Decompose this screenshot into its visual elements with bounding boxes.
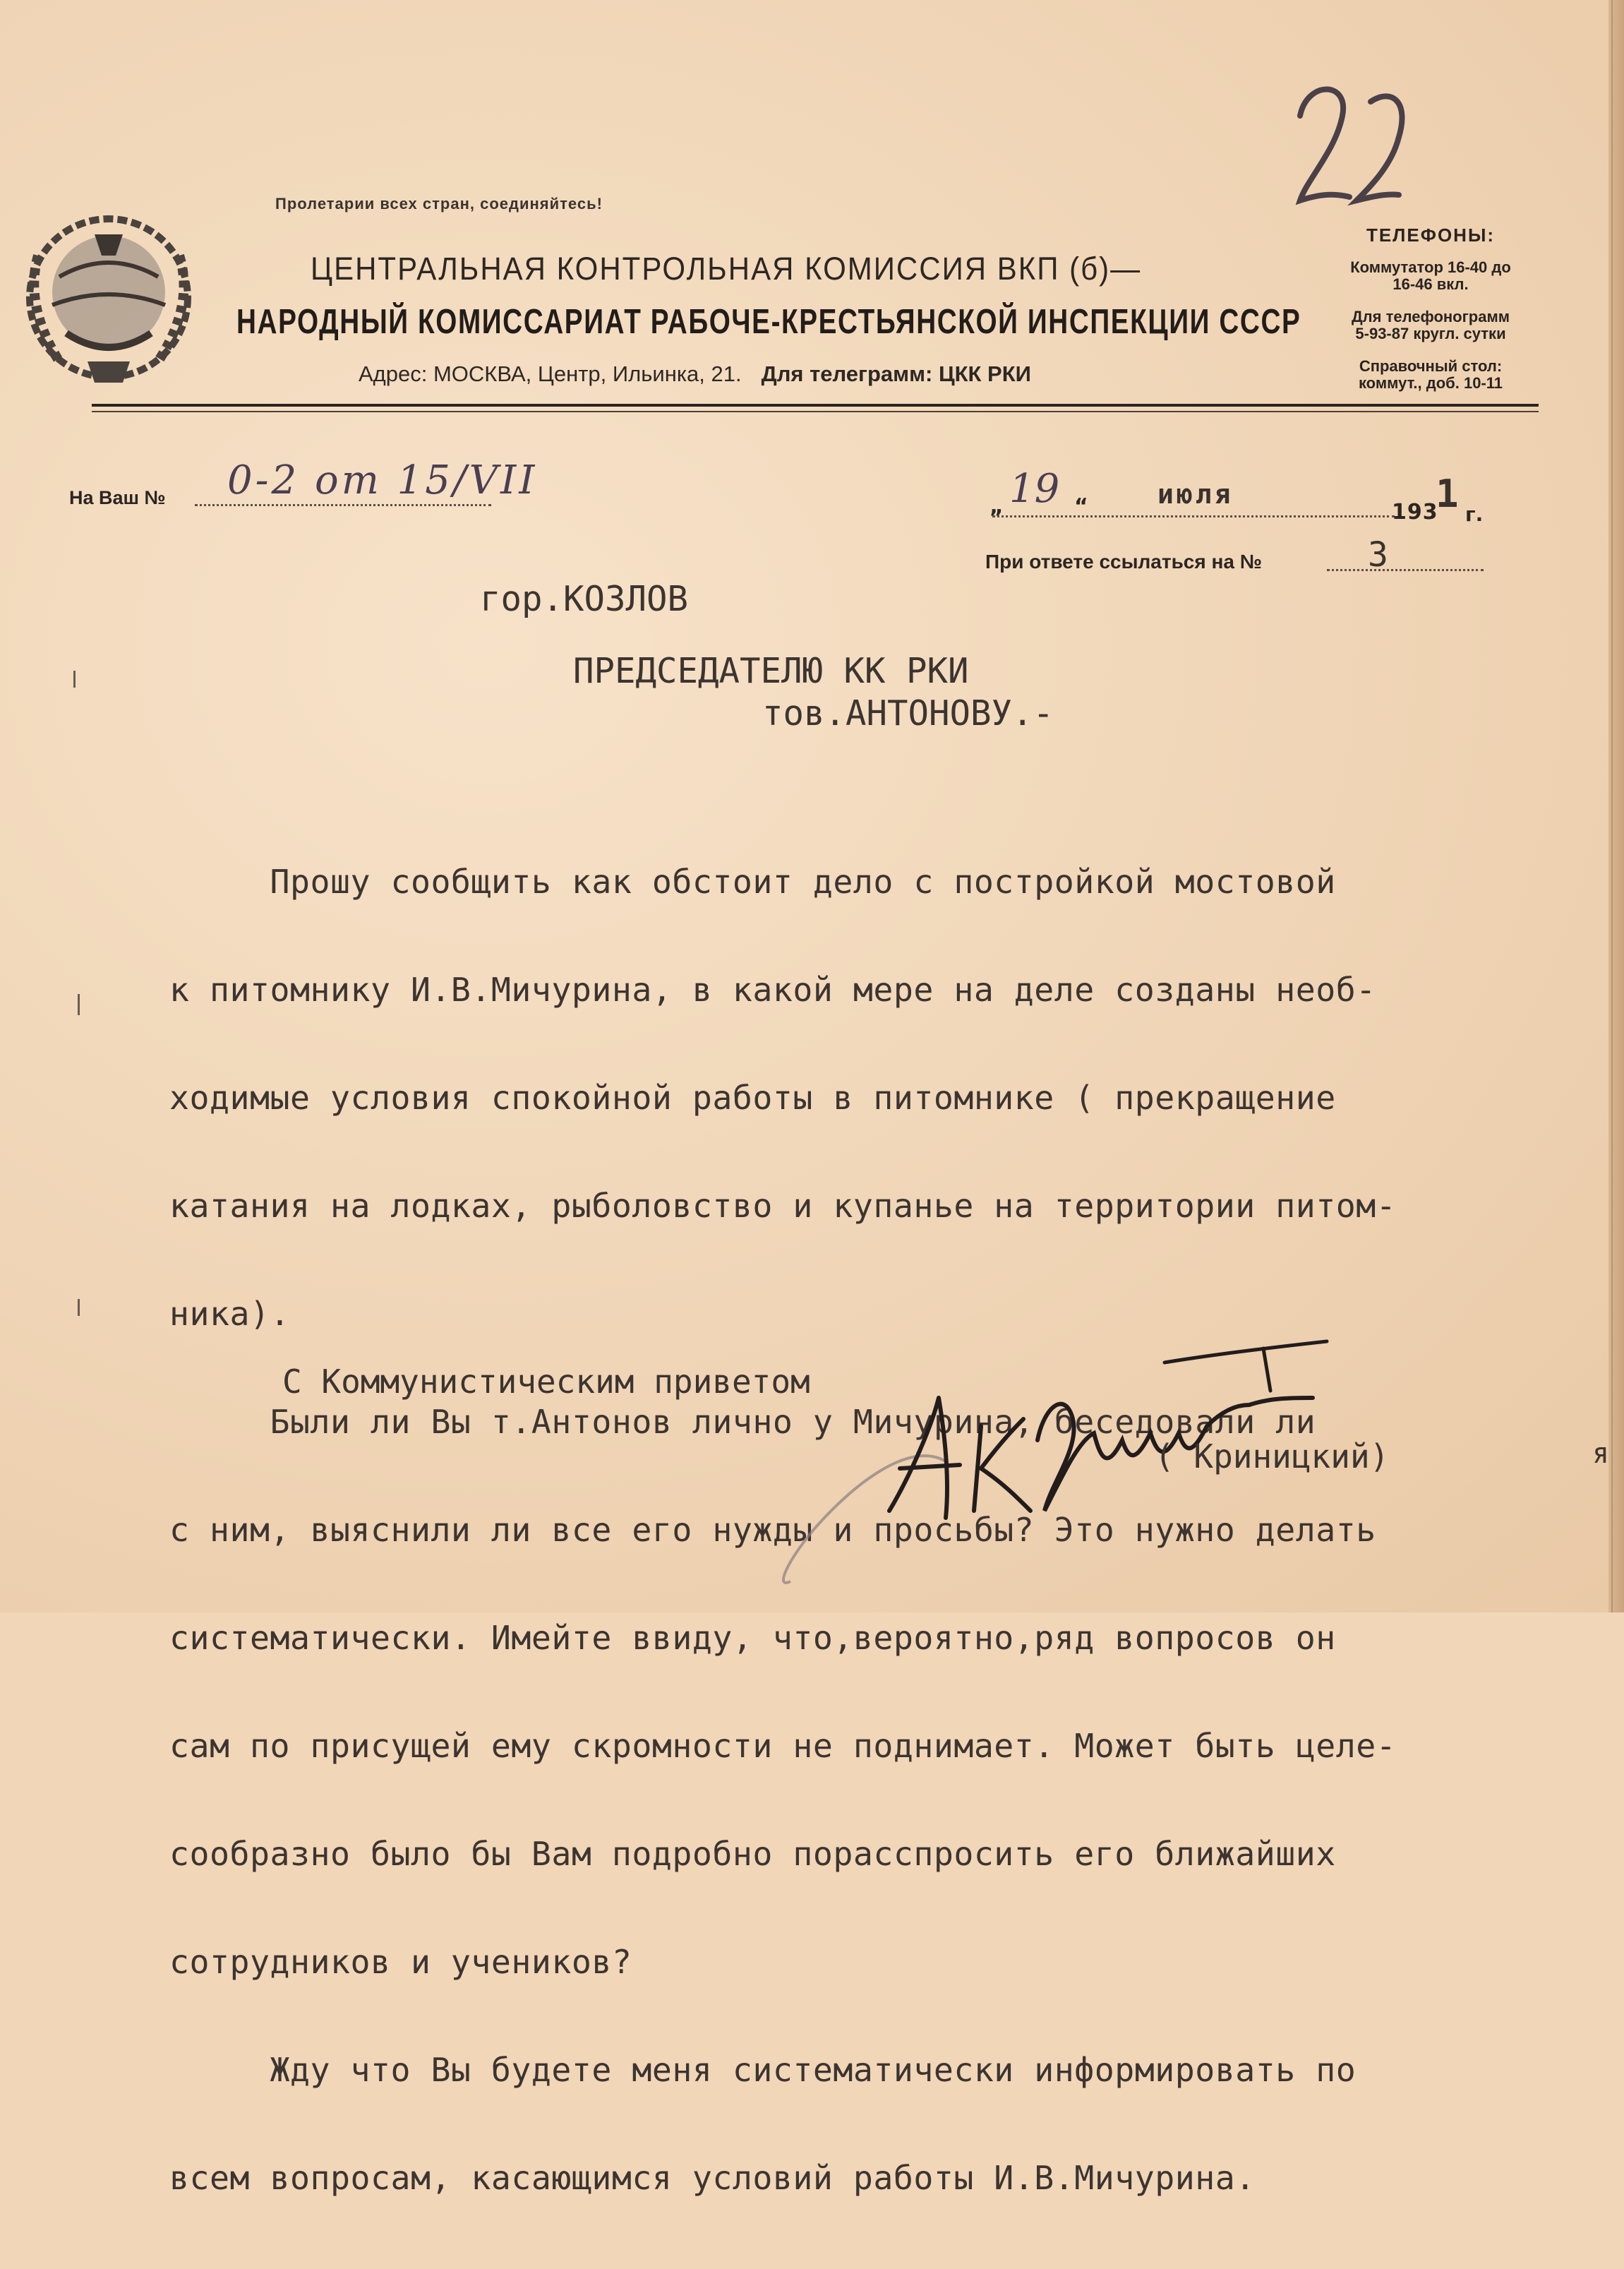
reference-handwritten: 0-2 от 15/VII [227,457,538,503]
closing-salutation: С Коммунистическим приветом [282,1363,810,1401]
signatory-name: ( Криницкий) [1155,1437,1390,1475]
recipient-name: тов.АНТОНОВУ.- [762,693,1054,734]
date-month: июля [1157,479,1234,510]
recipient-city: гор.КОЗЛОВ [480,579,689,619]
letterhead-rule-thick [92,404,1539,407]
margin-mark [78,994,80,1015]
reply-reference-label: При ответе ссылаться на № [985,551,1262,573]
body-line: Были ли Вы т.Антонов лично у Мичурина, беседовали ли [169,1403,1316,1441]
date-suffix: г. [1465,503,1484,526]
reply-dotted-line [1327,569,1484,571]
page-fold-line [1611,0,1613,1612]
body-line: ходимые условия спокойной работы в питомнике ( прекращение [169,1079,1336,1117]
body-line: ника). [169,1295,290,1333]
phones-switch-2: 16-46 вкл. [1393,275,1469,293]
margin-mark [78,1299,80,1316]
letterhead-org-line2: НАРОДНЫЙ КОМИССАРИАТ РАБОЧЕ-КРЕСТЬЯНСКОЙ ИНСПЕКЦИИ СССР [236,303,1301,341]
date-year-prefix: 193 [1392,500,1438,525]
body-line: всем вопросам, касающимся условий работы И.В.Мичурина. [169,2159,1256,2197]
body-line: систематически. Имейте ввиду, что,вероятно,ряд вопросов он [169,1619,1336,1657]
date-day: 19 [1009,466,1060,512]
address-text: Адрес: МОСКВА, Центр, Ильинка, 21. [359,361,742,386]
margin-mark [73,671,76,688]
body-line: катания на лодках, рыболовство и купанье на территории питом- [169,1187,1397,1225]
phones-switch-1: Коммутатор 16-40 до [1350,258,1511,276]
body-line: с ним, выяснили ли все его нужды и просьбы? Это нужно делать [169,1511,1376,1549]
reference-label: На Ваш № [69,487,166,508]
date-open-quote: „ [990,494,1004,519]
date-dotted-line [992,515,1395,517]
body-line: сам по присущей ему скромности не поднимает. Может быть целе- [169,1727,1397,1765]
phones-heading: ТЕЛЕФОНЫ: [1366,224,1496,246]
phones-info-2: коммут., доб. 10-11 [1358,374,1503,392]
body-line: Жду что Вы будете меня систематически информировать по [169,2051,1357,2089]
recipient-title: ПРЕДСЕДАТЕЛЮ КК РКИ [573,651,969,691]
state-emblem-icon [10,199,207,393]
adjacent-page-letter: я [1592,1437,1610,1470]
letterhead-org-line1: ЦЕНТРАЛЬНАЯ КОНТРОЛЬНАЯ КОМИССИЯ ВКП (б)— [311,251,1142,287]
date-year-digit: 1 [1436,472,1459,516]
letterhead-slogan: Пролетарии всех стран, соединяйтесь! [275,195,603,212]
body-line: сообразно было бы Вам подробно порасспросить его ближайших [169,1835,1336,1873]
letterhead-phones [1314,224,1547,392]
date-close-quote: “ [1074,494,1088,519]
reply-reference-number: 3 [1368,535,1388,575]
letterhead-address [359,361,1031,387]
phones-phonogram-2: 5-93-87 кругл. сутки [1355,325,1506,342]
telegram-address: Для телеграмм: ЦКК РКИ [761,361,1031,386]
handwritten-page-number [1286,73,1413,215]
body-line: Прошу сообщить как обстоит дело с постройкой мостовой [169,863,1336,901]
reference-dotted-line [195,504,491,506]
phones-phonogram-1: Для телефонограмм [1351,308,1510,325]
body-line: к питомнику И.В.Мичурина, в какой мере на деле созданы необ- [169,971,1376,1009]
body-line: сотрудников и учеников? [169,1943,632,1981]
letterhead-rule-thin [92,411,1539,412]
phones-info-1: Справочный стол: [1359,357,1503,375]
